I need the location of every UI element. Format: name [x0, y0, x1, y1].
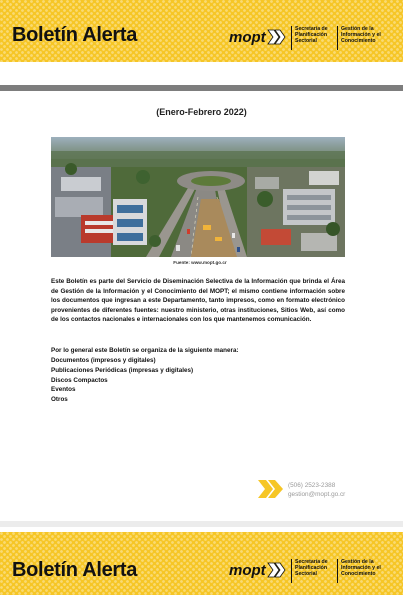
bulletin-title: Boletín Alerta [12, 559, 138, 581]
list-item: Documentos (impresos y digitales) [51, 357, 156, 364]
mopt-wordmark: mopt [229, 562, 266, 579]
aerial-photo [51, 137, 345, 257]
logo-divider [337, 559, 338, 583]
contact-phone: (506) 2523-2388 [288, 482, 336, 489]
logo-divider [337, 26, 338, 50]
secretaria-label: Secretaría de Planificación Sectorial [295, 559, 328, 578]
organization-list [51, 356, 193, 405]
secretaria-label: Secretaría de Planificación Sectorial [295, 26, 328, 45]
list-item: Publicaciones Periódicas (impresas y digitales) [51, 366, 194, 374]
photo-caption: Fuente: www.mopt.go.cr [173, 260, 227, 265]
header-banner [0, 0, 403, 62]
bulletin-title: Boletín Alerta [12, 24, 138, 46]
mopt-chevron-icon [267, 29, 287, 45]
footer-divider [0, 521, 403, 527]
contact-info [288, 481, 345, 499]
header-divider [0, 85, 403, 91]
list-item: Eventos [51, 386, 76, 394]
list-item: Discos Compactos [51, 376, 108, 384]
intro-paragraph: Este Boletín es parte del Servicio de Diseminación Selectiva de la Información que brinda el Área de Gestión de la Información y el Conocimiento del MOPT; el mismo contiene información sobre los documentos que ingresan a este Departamento, tanto impresos, como en formato electrónico provenientes de diferentes fuentes: nuestro ministerio, otras instituciones, Sitios Web, así como de los contactos nacionales e internacionales con los que mantenemos comunicación. [51, 278, 345, 324]
period-subtitle: (Enero-Febrero 2022) [156, 107, 247, 117]
logo-divider [291, 559, 292, 583]
logo-divider [291, 26, 292, 50]
list-item: Otros [51, 396, 68, 404]
mopt-wordmark: mopt [229, 29, 266, 46]
gestion-label: Gestión de la Información y el Conocimiento [341, 559, 381, 578]
contact-email[interactable]: gestion@mopt.go.cr [288, 491, 346, 498]
chevron-logo-icon [257, 478, 285, 500]
mopt-chevron-icon [267, 562, 287, 578]
organization-intro: Por lo general este Boletín se organiza de la siguiente manera: [51, 347, 239, 354]
gestion-label: Gestión de la Información y el Conocimiento [341, 26, 381, 45]
footer-banner [0, 532, 403, 595]
